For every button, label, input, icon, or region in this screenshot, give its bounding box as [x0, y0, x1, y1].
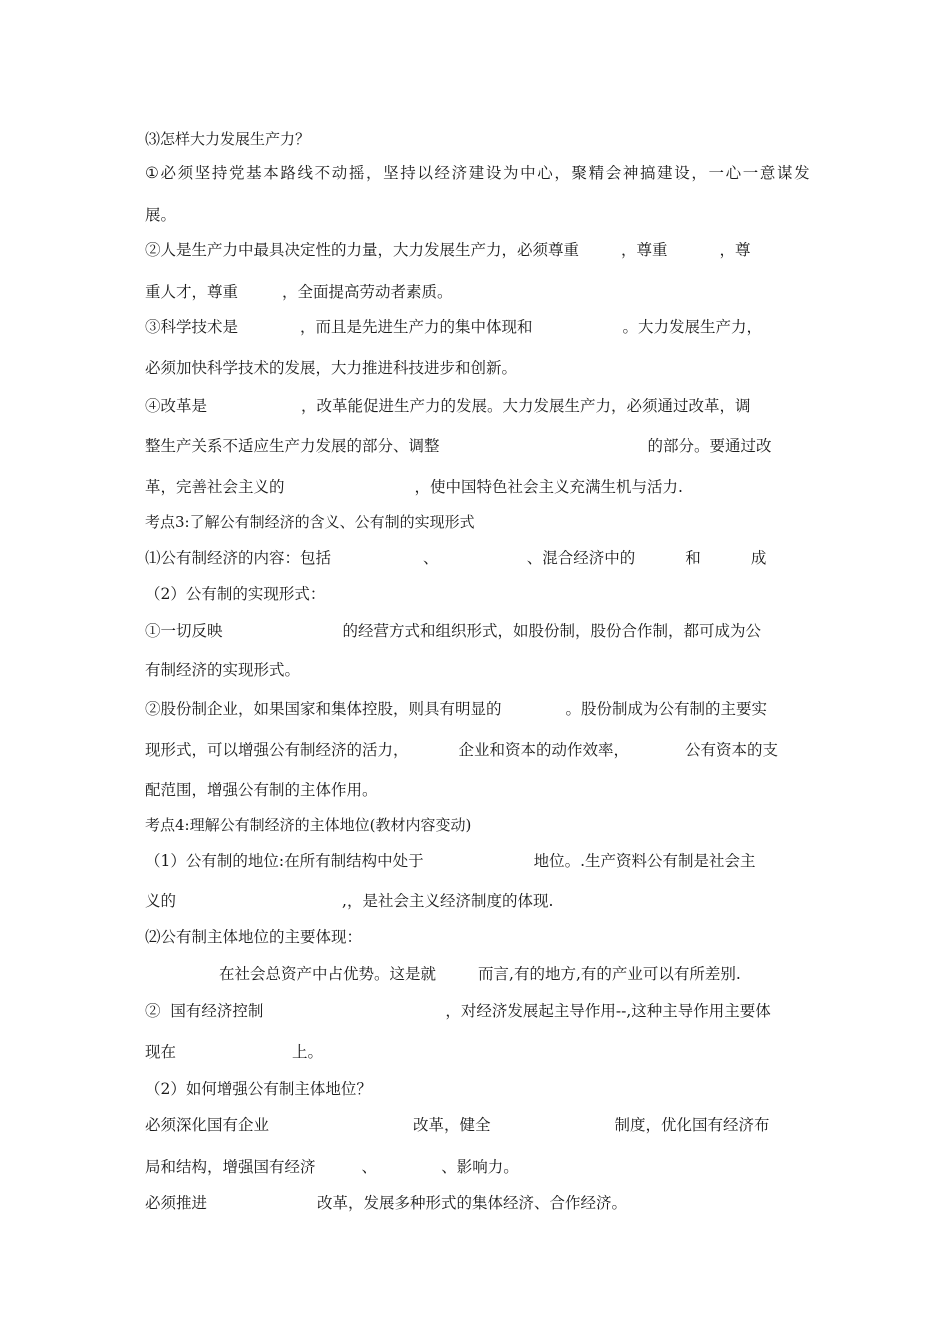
text-segment: 义的 — [145, 892, 177, 910]
text-line — [145, 1191, 810, 1215]
text-char: 坚 — [194, 164, 211, 182]
text-segment: 必须加快科学技术的发展，大力推进科技进步和创新。 — [145, 359, 518, 377]
text-segment: 改革，发展多种形式的集体经济、合作经济。 — [317, 1194, 628, 1212]
text-segment: 企业和资本的动作效率， — [458, 741, 630, 759]
text-segment: 和 — [685, 549, 701, 567]
text-char: 发 — [794, 164, 810, 182]
text-char: 设 — [485, 164, 502, 182]
text-char: 为 — [503, 164, 519, 182]
text-segment: 必须深化国有企业 — [145, 1116, 270, 1134]
text-segment: ，使中国特色社会主义充满生机与活力. — [414, 478, 683, 496]
text-segment: ④改革是 — [145, 397, 208, 415]
text-char: 会 — [605, 164, 622, 182]
text-line — [145, 315, 810, 339]
text-segment: 现形式，可以增强公有制经济的活力， — [145, 741, 409, 759]
text-line — [145, 582, 810, 606]
text-line — [145, 546, 810, 570]
text-segment: 、影响力。 — [441, 1158, 519, 1176]
text-segment: 在社会总资产中占优势。这是就 — [219, 965, 437, 983]
text-segment: 、 — [361, 1158, 370, 1176]
text-segment: 制度，优化国有经济布 — [614, 1116, 770, 1134]
text-segment: 现在 — [145, 1043, 177, 1061]
text-char: 济 — [451, 164, 468, 182]
text-segment: 、 — [423, 549, 431, 567]
text-char: 以 — [417, 164, 433, 182]
text-line — [145, 475, 810, 499]
text-segment: ⑶怎样大力发展生产力？ — [145, 130, 311, 148]
text-char: 经 — [434, 164, 451, 182]
text-segment: 考点4:理解公有制经济的主体地位(教材内容变动) — [145, 816, 472, 834]
text-char: 神 — [622, 164, 639, 182]
text-segment: 成 — [750, 549, 767, 567]
text-char: 须 — [177, 164, 194, 182]
text-segment: 、混合经济中的 — [526, 549, 636, 567]
text-char: 坚 — [383, 164, 399, 182]
text-char: 摇 — [348, 164, 365, 182]
text-segment: ③科学技术是 — [145, 318, 239, 336]
text-char: ， — [366, 164, 382, 182]
text-line — [145, 203, 810, 227]
text-segment: 改革，健全 — [413, 1116, 491, 1134]
text-segment: 公有资本的支 — [685, 741, 779, 759]
text-segment: ①一切反映 — [145, 622, 223, 640]
text-segment: 展。 — [145, 206, 177, 224]
text-char: ， — [554, 164, 570, 182]
text-segment: 有制经济的实现形式。 — [145, 661, 301, 679]
text-line — [145, 394, 810, 418]
text-segment: ② 国有经济控制 — [145, 1002, 264, 1020]
text-char: 本 — [263, 164, 279, 182]
text-segment: ⑵公有制主体地位的主要体现： — [145, 928, 363, 946]
text-segment: ，对经济发展起主导作用--,这种主导作用主要体 — [445, 1002, 771, 1020]
text-char: 谋 — [777, 164, 793, 182]
text-line — [145, 962, 810, 986]
text-segment: 整生产关系不适应生产力发展的部分、调整 — [145, 437, 440, 455]
text-segment: ②股份制企业，如果国家和集体控股，则具有明显的 — [145, 700, 502, 718]
text-char: 路 — [280, 164, 296, 182]
text-char: 一 — [708, 164, 725, 182]
text-char: 持 — [211, 164, 228, 182]
text-char: 不 — [314, 164, 331, 182]
text-segment: 。股份制成为公有制的主要实 — [565, 700, 768, 718]
text-segment: 地位。.生产资料公有制是社会主 — [533, 852, 756, 870]
text-char: 聚 — [571, 164, 588, 182]
text-segment: （1）公有制的地位:在所有制结构中处于 — [145, 852, 424, 870]
text-line — [145, 658, 810, 682]
text-segment: ，尊重 — [621, 241, 668, 259]
text-char: 一 — [742, 164, 759, 182]
text-segment: 革，完善社会主义的 — [145, 478, 285, 496]
text-char: 必 — [160, 164, 177, 182]
text-char: 精 — [588, 164, 605, 182]
text-segment: 考点3:了解公有制经济的含义、公有制的实现形式 — [145, 513, 475, 531]
text-char: 建 — [657, 164, 673, 182]
text-line — [145, 161, 810, 185]
text-segment: 的经营方式和组织形式，如股份制，股份合作制，都可成为公 — [342, 622, 762, 640]
text-segment: 的部分。要通过改 — [647, 437, 772, 455]
text-char: 建 — [468, 164, 485, 182]
text-char: 搞 — [640, 164, 656, 182]
text-line — [145, 738, 810, 762]
text-segment: ，尊 — [719, 241, 751, 259]
text-segment: 必须推进 — [145, 1194, 208, 1212]
text-segment: 而言,有的地方,有的产业可以有所差别. — [478, 965, 741, 983]
text-segment: ⑴公有制经济的内容：包括 — [145, 549, 332, 567]
text-line — [145, 434, 810, 458]
text-line — [145, 999, 810, 1023]
text-line — [145, 238, 810, 262]
text-segment: （2）公有制的实现形式： — [145, 585, 326, 603]
text-line — [145, 697, 810, 721]
text-segment: （2）如何增强公有制主体地位？ — [145, 1080, 372, 1098]
text-char: 基 — [246, 164, 262, 182]
text-char: 动 — [331, 164, 348, 182]
text-line — [145, 619, 810, 643]
section-heading-4 — [145, 813, 810, 837]
text-char: 线 — [297, 164, 314, 182]
text-char: ① — [145, 164, 159, 182]
text-char: 中 — [520, 164, 536, 182]
text-char: 心 — [725, 164, 742, 182]
text-char: 心 — [537, 164, 553, 182]
text-segment: ,，是社会主义经济制度的体现. — [342, 892, 554, 910]
text-line — [145, 925, 810, 949]
text-line — [145, 356, 810, 380]
text-char: 意 — [759, 164, 776, 182]
text-segment: 局和结构，增强国有经济 — [145, 1158, 316, 1176]
text-segment: ，而且是先进生产力的集中体现和 — [300, 318, 533, 336]
text-line — [145, 849, 810, 873]
text-segment: 配范围，增强公有制的主体作用。 — [145, 781, 378, 799]
text-char: 党 — [229, 164, 245, 182]
text-line — [145, 778, 810, 802]
section-heading-3 — [145, 510, 810, 534]
text-line — [145, 889, 810, 913]
text-line — [145, 1155, 810, 1179]
text-line — [145, 280, 810, 304]
text-char: 设 — [674, 164, 690, 182]
text-segment: 。大力发展生产力， — [622, 318, 763, 336]
text-char: 持 — [400, 164, 416, 182]
text-line — [145, 1113, 810, 1137]
text-segment: ②人是生产力中最具决定性的力量，大力发展生产力，必须尊重 — [145, 241, 580, 259]
text-char: ， — [691, 164, 707, 182]
text-line — [145, 1077, 810, 1101]
text-segment: ，全面提高劳动者素质。 — [282, 283, 453, 301]
text-line — [145, 1040, 810, 1064]
question-heading — [145, 127, 810, 151]
text-segment: 重人才，尊重 — [145, 283, 239, 301]
text-segment: ，改革能促进生产力的发展。大力发展生产力，必须通过改革，调 — [301, 397, 751, 415]
text-segment: 上。 — [292, 1043, 324, 1061]
